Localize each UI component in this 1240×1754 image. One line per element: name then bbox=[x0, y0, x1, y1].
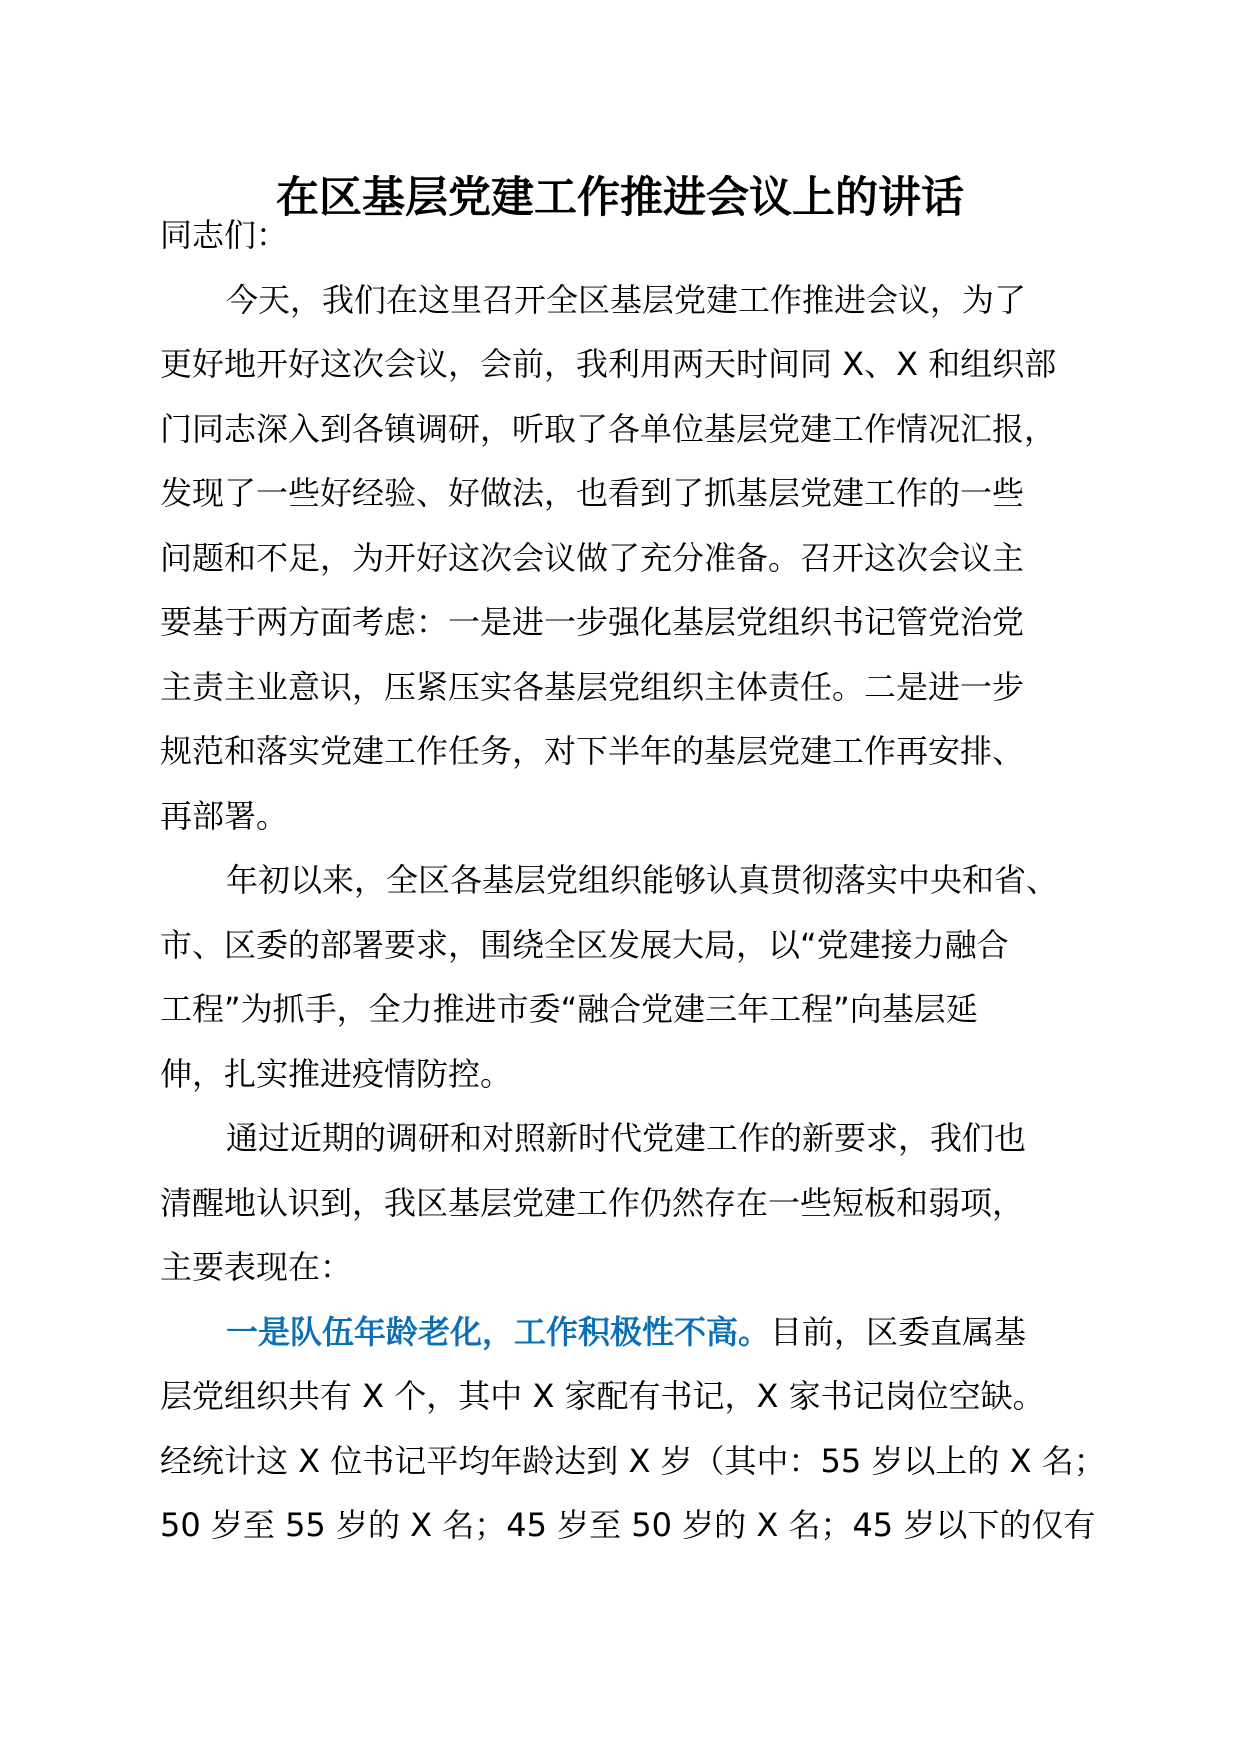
paragraph-line bbox=[160, 1106, 1100, 1171]
paragraph-line bbox=[160, 1235, 1100, 1300]
line-text: 层党组织共有 X 个，其中 X 家配有书记，X 家书记岗位空缺。 bbox=[160, 1377, 1045, 1415]
paragraph-line bbox=[160, 526, 1100, 591]
line-text: 规范和落实党建工作任务，对下半年的基层党建工作再安排、 bbox=[160, 732, 1025, 770]
paragraph-line bbox=[160, 848, 1100, 913]
line-text: 今天，我们在这里召开全区基层党建工作推进会议，为了 bbox=[226, 280, 1027, 319]
line-text: 要基于两方面考虑：一是进一步强化基层党组织书记管党治党 bbox=[160, 603, 1025, 641]
paragraph-line bbox=[160, 784, 1100, 849]
line-text: 问题和不足，为开好这次会议做了充分准备。召开这次会议主 bbox=[160, 538, 1025, 577]
paragraph-line bbox=[160, 1300, 1100, 1365]
document-body bbox=[160, 203, 1106, 1558]
paragraph-line bbox=[160, 590, 1100, 655]
line-text: 门同志深入到各镇调研，听取了各单位基层党建工作情况汇报， bbox=[160, 409, 1057, 448]
highlighted-heading: 一是队伍年龄老化，工作积极性不高。 bbox=[226, 1312, 771, 1351]
line-text: 目前，区委直属基 bbox=[770, 1312, 1027, 1351]
document-title: 在区基层党建工作推进会议上的讲话 bbox=[276, 173, 964, 223]
salutation: 同志们： bbox=[160, 216, 289, 254]
line-text: 再部署。 bbox=[160, 796, 289, 835]
paragraph-line bbox=[160, 1364, 1100, 1429]
paragraph-line bbox=[160, 913, 1100, 978]
paragraph-line bbox=[160, 655, 1100, 720]
paragraph-line bbox=[160, 268, 1100, 333]
paragraph-line bbox=[160, 397, 1100, 462]
line-text: 50 岁至 55 岁的 X 名；45 岁至 50 岁的 X 名；45 岁以下的仅有 bbox=[160, 1506, 1096, 1544]
paragraph-line bbox=[160, 1042, 1100, 1107]
paragraph-line bbox=[160, 461, 1100, 526]
paragraph-line bbox=[160, 1429, 1106, 1494]
paragraph-line bbox=[160, 332, 1100, 397]
line-text: 通过近期的调研和对照新时代党建工作的新要求，我们也 bbox=[226, 1119, 1027, 1157]
line-text: 更好地开好这次会议，会前，我利用两天时间同 X、X 和组织部 bbox=[160, 345, 1057, 383]
line-text: 伸，扎实推进疫情防控。 bbox=[160, 1054, 513, 1093]
line-text: 工程”为抓手，全力推进市委“融合党建三年工程”向基层延 bbox=[160, 990, 978, 1028]
line-text: 主责主业意识，压紧压实各基层党组织主体责任。二是进一步 bbox=[160, 667, 1025, 706]
line-text: 清醒地认识到，我区基层党建工作仍然存在一些短板和弱项， bbox=[160, 1183, 1025, 1222]
paragraph-line bbox=[160, 1171, 1100, 1236]
line-text: 经统计这 X 位书记平均年龄达到 X 岁（其中：55 岁以上的 X 名； bbox=[160, 1441, 1106, 1480]
line-text: 市、区委的部署要求，围绕全区发展大局，以“党建接力融合 bbox=[160, 925, 1009, 964]
paragraph-line bbox=[160, 719, 1100, 784]
line-text: 主要表现在： bbox=[160, 1248, 353, 1286]
line-text: 年初以来，全区各基层党组织能够认真贯彻落实中央和省、 bbox=[226, 861, 1059, 899]
line-text: 发现了一些好经验、好做法，也看到了抓基层党建工作的一些 bbox=[160, 474, 1025, 512]
paragraph-line bbox=[160, 977, 1100, 1042]
paragraph-line bbox=[160, 1493, 1100, 1558]
